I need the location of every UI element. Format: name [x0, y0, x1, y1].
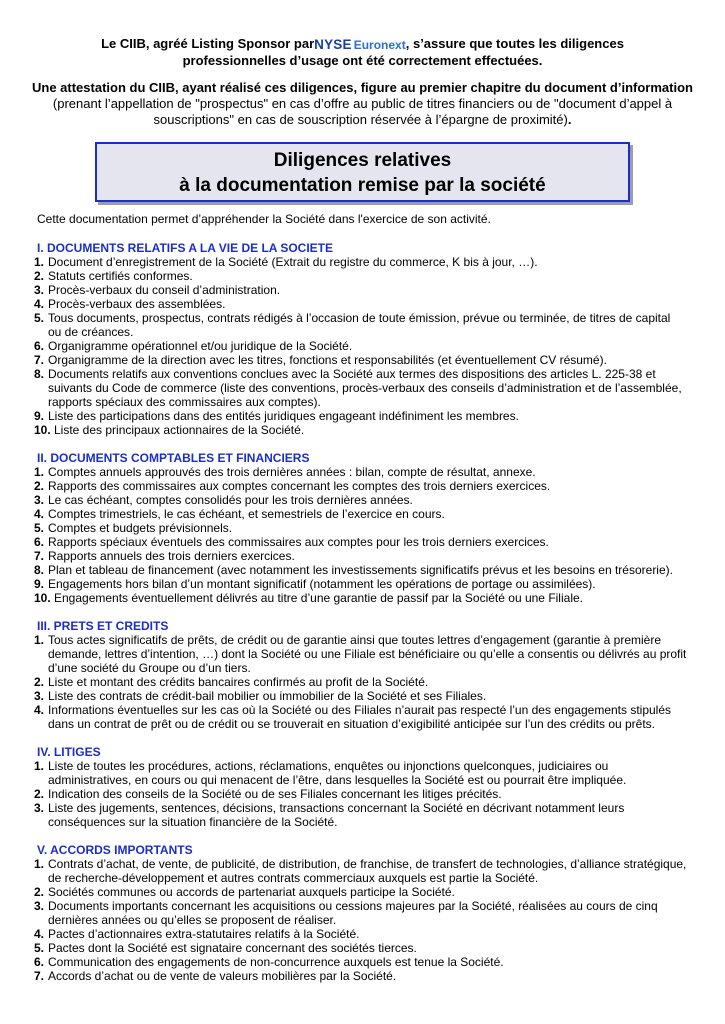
item-number: 7.: [34, 549, 45, 563]
section-heading: IV. LITIGES: [37, 745, 101, 759]
title-box: [95, 142, 630, 202]
item-text: Pactes dont la Société est signataire concernant des sociétés tierces.: [48, 941, 417, 955]
list-item: [34, 885, 687, 899]
list-item: [34, 787, 687, 801]
item-text: Procès-verbaux du conseil d’administration.: [48, 283, 281, 297]
item-text: Documents relatifs aux conventions conclues avec la Société aux termes des dispositions des articles L. 225-38 et suivants du Code de commerce (liste des conventions, procès-verbaux des conseils d’administration et de l’assemblée, rapports spéciaux des commissaires aux comptes).: [48, 367, 682, 409]
intro-paragraph-2: Une attestation du CIIB, ayant réalisé ces diligences, figure au premier chapitre du document d’information (prenant l’appellation de "prospectus" en cas d’offre au public de titres financiers ou de "document d’appel à souscriptions" en cas de souscription réservée à l’épargne de proximité).: [32, 80, 693, 127]
list-item: [34, 367, 687, 409]
item-number: 4.: [34, 507, 45, 521]
intro-line1-end: , s’assure que toutes les diligences: [405, 36, 624, 51]
list-item: [34, 255, 687, 269]
list-item: [34, 591, 687, 605]
item-text: Indication des conseils de la Société ou de ses Filiales concernant les litiges précités.: [48, 787, 502, 801]
list-item: [34, 423, 687, 437]
item-text: Procès-verbaux des assemblées.: [48, 297, 226, 311]
item-number: 6.: [34, 535, 45, 549]
item-number: 1.: [34, 857, 45, 871]
list-item: [34, 759, 687, 787]
item-number: 7.: [34, 969, 45, 983]
item-list: [34, 633, 687, 731]
intro-paragraph-1: [30, 36, 695, 69]
list-item: [34, 563, 687, 577]
list-item: [34, 969, 687, 983]
item-number: 5.: [34, 941, 45, 955]
item-number: 4.: [34, 703, 45, 717]
item-text: Liste des participations dans des entités juridiques engageant indéfiniment les membres.: [48, 409, 519, 423]
intro-line2: professionnelles d’usage ont été correctement effectuées.: [182, 53, 543, 68]
list-item: [34, 675, 687, 689]
item-list: [34, 465, 687, 605]
list-item: [34, 955, 687, 969]
item-number: 4.: [34, 297, 45, 311]
item-number: 1.: [34, 465, 45, 479]
item-text: Liste des contrats de crédit-bail mobilier ou immobilier de la Société et ses Filiales.: [48, 689, 487, 703]
list-item: [34, 353, 687, 367]
item-text: Plan et tableau de financement (avec notamment les investissements significatifs prévus et les besoins en trésorerie).: [48, 563, 673, 577]
list-item: [34, 465, 687, 479]
list-item: [34, 409, 687, 423]
item-number: 2.: [34, 885, 45, 899]
item-number: 5.: [34, 311, 45, 325]
list-item: [34, 339, 687, 353]
item-text: Le cas échéant, comptes consolidés pour les trois dernières années.: [48, 493, 413, 507]
list-item: [34, 577, 687, 591]
item-text: Accords d’achat ou de vente de valeurs mobilières par la Société.: [48, 969, 397, 983]
item-text: Rapports des commissaires aux comptes concernant les comptes des trois derniers exercices.: [48, 479, 551, 493]
list-item: [34, 521, 687, 535]
nyse-euronext-logo: NYSE Euronext: [314, 37, 406, 52]
item-text: Informations éventuelles sur les cas où la Société ou des Filiales n’aurait pas respecté l’un des engagements stipulés dans un contrat de prêt ou de crédit ou se trouverait en situation d’exigibilité anticipée sur l’un des crédits ou prêts.: [48, 703, 672, 731]
item-number: 4.: [34, 927, 45, 941]
section-heading: V. ACCORDS IMPORTANTS: [37, 843, 193, 857]
section-comptables-financiers: [34, 451, 687, 605]
section-accords-importants: [34, 843, 687, 983]
item-text: Liste et montant des crédits bancaires confirmés au profit de la Société.: [48, 675, 429, 689]
item-number: 8.: [34, 367, 45, 381]
list-item: [34, 801, 687, 829]
item-number: 3.: [34, 899, 45, 913]
section-litiges: [34, 745, 687, 829]
item-text: Pactes d’actionnaires extra-statutaires relatifs à la Société.: [48, 927, 360, 941]
item-text: Liste des jugements, sentences, décisions, transactions concernant la Société en décrivant notamment leurs conséquences sur la situation financière de la Société.: [48, 801, 625, 829]
item-number: 9.: [34, 409, 45, 423]
item-number: 2.: [34, 269, 45, 283]
section-heading: II. DOCUMENTS COMPTABLES ET FINANCIERS: [37, 451, 310, 465]
item-number: 3.: [34, 689, 45, 703]
intro-attestation-bold: Une attestation du CIIB, ayant réalisé ces diligences, figure au premier chapitre du document d’information: [32, 80, 693, 95]
item-text: Document d’enregistrement de la Société (Extrait du registre du commerce, K bis à jour, …).: [48, 255, 538, 269]
item-number: 5.: [34, 521, 45, 535]
list-item: [34, 549, 687, 563]
item-text: Sociétés communes ou accords de partenariat auxquels participe la Société.: [48, 885, 455, 899]
item-number: 6.: [34, 955, 45, 969]
item-text: Rapports spéciaux éventuels des commissaires aux comptes pour les trois derniers exercices.: [48, 535, 549, 549]
list-item: [34, 283, 687, 297]
item-number: 8.: [34, 563, 45, 577]
item-text: Engagements éventuellement délivrés au titre d’une garantie de passif par la Société ou une Filiale.: [54, 591, 583, 605]
list-item: [34, 269, 687, 283]
intro-attestation-detail: (prenant l’appellation de "prospectus" en cas d’offre au public de titres financiers ou de "document d’appel à souscriptions" en cas de souscription réservée à l’épargne de proximité): [52, 96, 673, 127]
item-number: 1.: [34, 255, 45, 269]
list-item: [34, 507, 687, 521]
list-item: [34, 703, 687, 731]
intro-line1-start: Le CIIB, agréé Listing Sponsor par: [101, 36, 315, 51]
item-text: Tous actes significatifs de prêts, de crédit ou de garantie ainsi que toutes lettres d’engagement (garantie à première demande, lettres d’intention, …) dont la Société ou une Filiale est bénéficiaire ou qu’elle a consentis ou délivrés au profit d’une société du Groupe ou d’un tiers.: [48, 633, 687, 675]
section-heading: III. PRETS ET CREDITS: [37, 619, 169, 633]
item-text: Comptes annuels approuvés des trois dernières années : bilan, compte de résultat, annexe.: [48, 465, 536, 479]
list-item: [34, 633, 687, 675]
title-line-2: à la documentation remise par la société: [179, 175, 546, 196]
item-text: Statuts certifiés conformes.: [48, 269, 193, 283]
item-number: 1.: [34, 633, 45, 647]
item-number: 7.: [34, 353, 45, 367]
item-number: 9.: [34, 577, 45, 591]
item-text: Contrats d’achat, de vente, de publicité, de distribution, de franchise, de transfert de technologies, d’alliance stratégique, de recherche-développement et autres contrats commerciaux auxquels est partie la Société.: [48, 857, 687, 885]
item-text: Liste de toutes les procédures, actions, réclamations, enquêtes ou injonctions quelconques, judiciaires ou administratives, en cours ou qui menacent de l’être, dans lesquelles la Société est ou pourrait être impliquée.: [48, 759, 627, 787]
item-number: 1.: [34, 759, 45, 773]
item-text: Organigramme opérationnel et/ou juridique de la Société.: [48, 339, 353, 353]
list-item: [34, 941, 687, 955]
item-number: 3.: [34, 801, 45, 815]
list-item: [34, 297, 687, 311]
item-list: [34, 255, 687, 437]
item-number: 3.: [34, 283, 45, 297]
item-list: [34, 857, 687, 983]
item-text: Comptes et budgets prévisionnels.: [48, 521, 233, 535]
list-item: [34, 493, 687, 507]
item-text: Liste des principaux actionnaires de la Société.: [54, 423, 305, 437]
item-text: Rapports annuels des trois derniers exercices.: [48, 549, 295, 563]
list-item: [34, 311, 687, 339]
item-text: Documents importants concernant les acquisitions ou cessions majeures par la Société, réalisées au cours de cinq dernières années ou qu’elles se proposent de réaliser.: [48, 899, 658, 927]
list-item: [34, 479, 687, 493]
item-text: Tous documents, prospectus, contrats rédigés à l’occasion de toute émission, prévue ou terminée, de titres de capital ou de créances.: [48, 311, 671, 339]
section-prets-credits: [34, 619, 687, 731]
item-number: 3.: [34, 493, 45, 507]
list-item: [34, 857, 687, 885]
list-item: [34, 689, 687, 703]
item-text: Engagements hors bilan d’un montant significatif (notamment les opérations de portage ou assimilées).: [48, 577, 596, 591]
item-text: Comptes trimestriels, le cas échéant, et semestriels de l’exercice en cours.: [48, 507, 445, 521]
list-item: [34, 899, 687, 927]
item-number: 2.: [34, 675, 45, 689]
list-item: [34, 927, 687, 941]
title-line-1: Diligences relatives: [273, 150, 452, 171]
item-number: 2.: [34, 787, 45, 801]
item-list: [34, 759, 687, 829]
item-number: 6.: [34, 339, 45, 353]
item-text: Communication des engagements de non-concurrence auxquels est tenue la Société.: [48, 955, 504, 969]
list-item: [34, 535, 687, 549]
item-number: 2.: [34, 479, 45, 493]
item-text: Organigramme de la direction avec les titres, fonctions et responsabilités (et éventuellement CV résumé).: [48, 353, 607, 367]
section-vie-societe: [34, 241, 687, 437]
section-heading: I. DOCUMENTS RELATIFS A LA VIE DE LA SOCIETE: [37, 241, 334, 255]
lead-text: Cette documentation permet d’appréhender la Société dans l'exercice de son activité.: [37, 212, 491, 226]
item-number: 10.: [34, 423, 51, 437]
item-number: 10.: [34, 591, 51, 605]
